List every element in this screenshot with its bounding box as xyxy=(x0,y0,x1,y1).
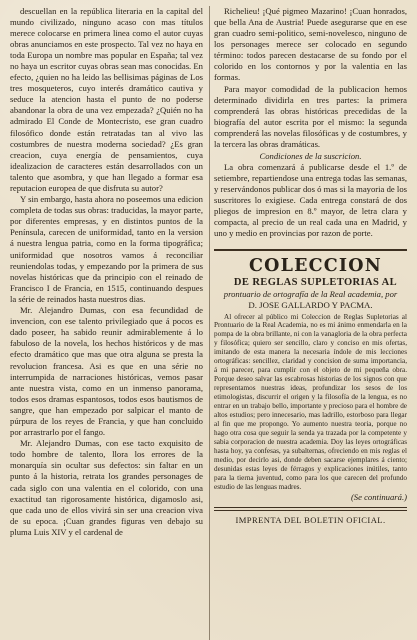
subscription-conditions: La obra comenzará á publicarse desde el 1.º de setiembre, repartiendose una entrega todas las semanas, y reservándonos publicar dos ó mas si la mayoria de los suscritores lo exigiese. Cada entrega constará de dos pliegos de impresion en 8.º mayor, de letra clara y compacta, al precio de un real cada una en Madrid, y uno y medio en provincias por razon de porte. xyxy=(214,162,407,239)
left-paragraph-3: Mr. Alejandro Dumas, con esa fecundidad de invencion, con ese talento privilegiado que á pocos es dado poseer, ha sabido reunir admirablemente á lo fabuloso de la novela, los hechos históricos y de mas efecto dramático que mas que otra alguna se presta la revolucion francesa. Asi es que en una série no interrumpida de narraciones históricas, vemos pasar ante nuestra vista, como en un inmenso panorama, todos esos dramas espantosos, todos esos bautismos de sangre, que han empezado por salpicar el manto de púrpura de los reyes de Francia, y que han concluido por arrastrarlo por el fango. xyxy=(10,305,203,437)
announcement-title: COLECCION xyxy=(249,256,382,277)
announcement-body: Al ofrecer al público mi Coleccion de Reglas Supletorias al Prontuario de la Real Academia, no es mi ánimo enmendarla en la pompa de la obra brillante, ni con la vanagloria de la obra perfecta y filosófica; quiero ser sencillo, claro y conciso en mis ofertas, imitando de esta manera la necesaria índole de mis lecciones ortográficas: sencillez, claridad y concision de suma importancia, á mi parecer, para cumplir con el objeto de mi pequeña obra. Porque deseo salvar las escabrosas historias de los signos con que representamos nuestras ideas, profundizar los sesos de los etimologistas, discurrir el origen y la filosofía de la lengua, es no entrar en un trabajo bello, importante y precioso para el hombre de altos estudios; pero innecesario, mas ladrillo, estorboso para llegar al fin que me propongo. Yo aumento nuestra teoria, porque no hago otra cosa que seguir la senda ya trazada por la competente y sabia corporacion de nuestra academia. Doy las leyes ortográficas hasta hoy, ya confesas, ya subalternas, ofreciendo en mis reglas el medio, por decirlo asi, donde deben sacarse ejemplares á ciento; desunidas estas leyes de férragos y explicaciones inútiles, tanto para la tierna juventud, como para los que carecen del profundo estudio de las lenguas madres. xyxy=(214,312,407,491)
left-paragraph-2: Y sin embargo, hasta ahora no poseemos una edicion completa de todas sus obras: traducidas, la mayor parte, por diferentes empresas, y en distintos puntos de la Península, carecen de uniformidad, tanto en la version á nuestra lengua patria, como en la forma tipográfica; uniformidad que nosotros vamos á reconciliar reuniendolas todas, y empezando por la primera de sus novelas históricas que da principio con el reinado de Francisco I de Francia, en 1515, continuando despues la série de reinados hasta nuestros dias. xyxy=(10,194,203,304)
book-announcement xyxy=(214,249,407,503)
right-paragraph-2: Para mayor comodidad de la publicacion hemos determinado dividirla en tres partes: la primera comprenderá las obras históricas precedidas de la biografía del autor escrita por el mismo: la segunda comprenderá las novelas filosóficas y de costumbres, y la tercera las obras dramáticas. xyxy=(214,83,407,150)
right-column xyxy=(214,6,407,640)
imprint-line: IMPRENTA DEL BOLETIN OFICIAL. xyxy=(235,515,386,526)
left-paragraph-1: descuellan en la república literaria en la capital del mundo civilizado, ninguno acaso con mas títulos merece colocarse en primera linea como el autor cuyas obras anunciamos en este prospecto. Tal vez no haya en toda Europa un nombre mas popular en España; tal vez no haya un escritor cuyas obras sean mas conocidas. En efecto, ¿quien no ha leido las bellisimas páginas de Los tres mosqueteros, cuyo interés dramático cautiva y seduce la atencion hasta el punto de no poderse abandonar la obra de una vez empezada? ¿Quién no ha admirado El Conde de Montecristo, ese gran cuadro filosófico donde están retratadas tan al vivo las costumbres de nuestra moderna sociedad? ¿Es gran creacion, cuya energía de pensamientos, cuya idealizacion de caracteres están desarrollados con un talento que asombra, y que han llegado a formar esa reputacion europea de que disfruta su autor? xyxy=(10,6,203,193)
announcement-description: prontuario de ortografía de la Real academia, por xyxy=(223,288,398,299)
announcement-subtitle: DE REGLAS SUPLETORIAS AL xyxy=(233,276,398,288)
announcement-author: D. JOSE GALLARDO Y PACMA. xyxy=(248,299,373,310)
left-column xyxy=(10,6,203,640)
text-columns xyxy=(10,6,407,640)
imprint-rule xyxy=(214,507,407,511)
column-divider xyxy=(209,6,210,640)
subscription-heading: Condiciones de la suscricion. xyxy=(259,150,362,161)
left-paragraph-4: Mr. Alejandro Dumas, con ese tacto exquisito de todo hombre de talento, llora los errores de la monarquía sin ocultar sus defectos: sin faltar en un punto á la historia, retrata los grandes personages de cada siglo con una valentia en el colorido, con una exactitud tan rigorosamente histórica, digamoslo asi, que cada uno de ellos vivirá sin ser una creacion viva de su epoca. ¡Cuan grandes figuras ven debajo su pluma Luis XIV y el cardenal de xyxy=(10,438,203,537)
continued-note: (Se continuará.) xyxy=(350,492,407,503)
right-paragraph-1: Richelieu! ¡Qué pigmeo Mazarino! ¡Cuan honrados, que bella Ana de Austria! Puede asegurarse que en ese gran cuadro semi-politico, semi-novelesco, ninguno de los personages merece ser colocado en segundo término: todos parecen destacarse de su fondo por el colorido en los contornos y por la valentia en las formas. xyxy=(214,6,407,83)
